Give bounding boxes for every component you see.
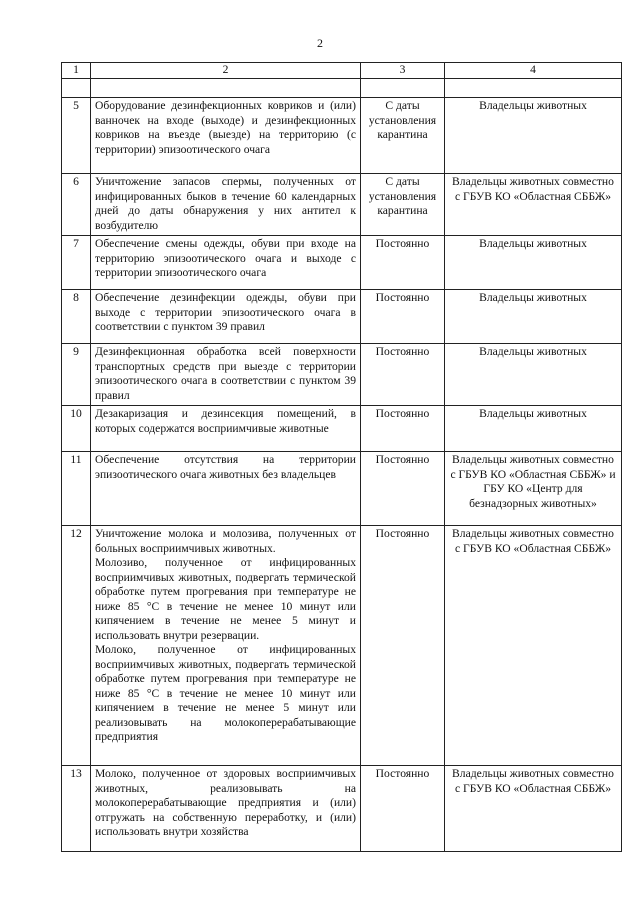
header-col-3: 3 [361, 63, 445, 79]
table-spacer-row [62, 79, 622, 98]
row-term: С даты установления карантина [361, 174, 445, 236]
row-term: Постоянно [361, 766, 445, 852]
row-term: Постоянно [361, 236, 445, 290]
table-row [62, 290, 622, 344]
row-term: Постоянно [361, 406, 445, 452]
row-measure: Дезинфекционная обработка всей поверхности транспортных средств при выезде с территории эпизоотического очага в соответствии с пунктом 39 правил [91, 344, 361, 406]
header-col-2: 2 [91, 63, 361, 79]
row-responsible: Владельцы животных [445, 406, 622, 452]
row-measure-paragraph: Молоко, полученное от инфицированных восприимчивых животных, подвергать термической обработке путем прогревания при температуре не ниже 85 °С в течение не менее 10 минут или кипячением в течение не менее 5 минут или реализовывать на молокоперерабатывающие предприятия [95, 643, 356, 743]
row-measure-paragraph: Молозиво, полученное от инфицированных восприимчивых животных, подвергать термической обработке путем прогревания при температуре не ниже 85 °С в течение не менее 10 минут или кипячением в течение не менее 5 минут и использовать внутри резервации. [95, 556, 356, 642]
table-row [62, 98, 622, 174]
row-responsible: Владельцы животных [445, 236, 622, 290]
row-term: С даты установления карантина [361, 98, 445, 174]
row-measure: Обеспечение дезинфекции одежды, обуви при выходе с территории эпизоотического очага в соответствии с пунктом 39 правил [91, 290, 361, 344]
row-number: 6 [62, 174, 91, 236]
row-number: 5 [62, 98, 91, 174]
table-row [62, 344, 622, 406]
row-responsible: Владельцы животных совместно с ГБУВ КО «Областная СББЖ» и ГБУ КО «Центр для безнадзорных животных» [445, 452, 622, 526]
table-row [62, 526, 622, 766]
header-col-1: 1 [62, 63, 91, 79]
row-responsible: Владельцы животных совместно с ГБУВ КО «Областная СББЖ» [445, 526, 622, 766]
row-number: 10 [62, 406, 91, 452]
measures-table [61, 62, 622, 852]
row-term: Постоянно [361, 526, 445, 766]
table-row [62, 236, 622, 290]
row-number: 9 [62, 344, 91, 406]
row-measure: Оборудование дезинфекционных ковриков и (или) ванночек на входе (выходе) и дезинфекционных ковриков на въезде (выезде) на территорию (с территории) эпизоотического очага [91, 98, 361, 174]
row-term: Постоянно [361, 344, 445, 406]
row-measure [91, 526, 361, 766]
row-number: 8 [62, 290, 91, 344]
row-responsible: Владельцы животных совместно с ГБУВ КО «Областная СББЖ» [445, 174, 622, 236]
row-number: 7 [62, 236, 91, 290]
row-term: Постоянно [361, 452, 445, 526]
row-number: 12 [62, 526, 91, 766]
row-responsible: Владельцы животных [445, 98, 622, 174]
row-number: 11 [62, 452, 91, 526]
row-responsible: Владельцы животных [445, 344, 622, 406]
row-measure: Обеспечение смены одежды, обуви при входе на территорию эпизоотического очага и выходе с территории эпизоотического очага [91, 236, 361, 290]
row-responsible: Владельцы животных совместно с ГБУВ КО «Областная СББЖ» [445, 766, 622, 852]
table-header-row [62, 63, 622, 79]
row-measure: Уничтожение запасов спермы, полученных от инфицированных быков в течение 60 календарных дней до даты обнаружения у них антител к возбудителю [91, 174, 361, 236]
table-row [62, 452, 622, 526]
row-responsible: Владельцы животных [445, 290, 622, 344]
table-row [62, 174, 622, 236]
row-measure-paragraph: Уничтожение молока и молозива, полученных от больных восприимчивых животных. [95, 527, 356, 555]
row-measure: Обеспечение отсутствия на территории эпизоотического очага животных без владельцев [91, 452, 361, 526]
page-number: 2 [317, 36, 323, 50]
table-row [62, 406, 622, 452]
table-row [62, 766, 622, 852]
row-number: 13 [62, 766, 91, 852]
row-measure: Молоко, полученное от здоровых восприимчивых животных, реализовывать на молокоперерабатывающие предприятия и (или) отгружать на собственную переработку, и (или) использовать внутри хозяйства [91, 766, 361, 852]
row-measure: Дезакаризация и дезинсекция помещений, в которых содержатся восприимчивые животные [91, 406, 361, 452]
row-term: Постоянно [361, 290, 445, 344]
header-col-4: 4 [445, 63, 622, 79]
